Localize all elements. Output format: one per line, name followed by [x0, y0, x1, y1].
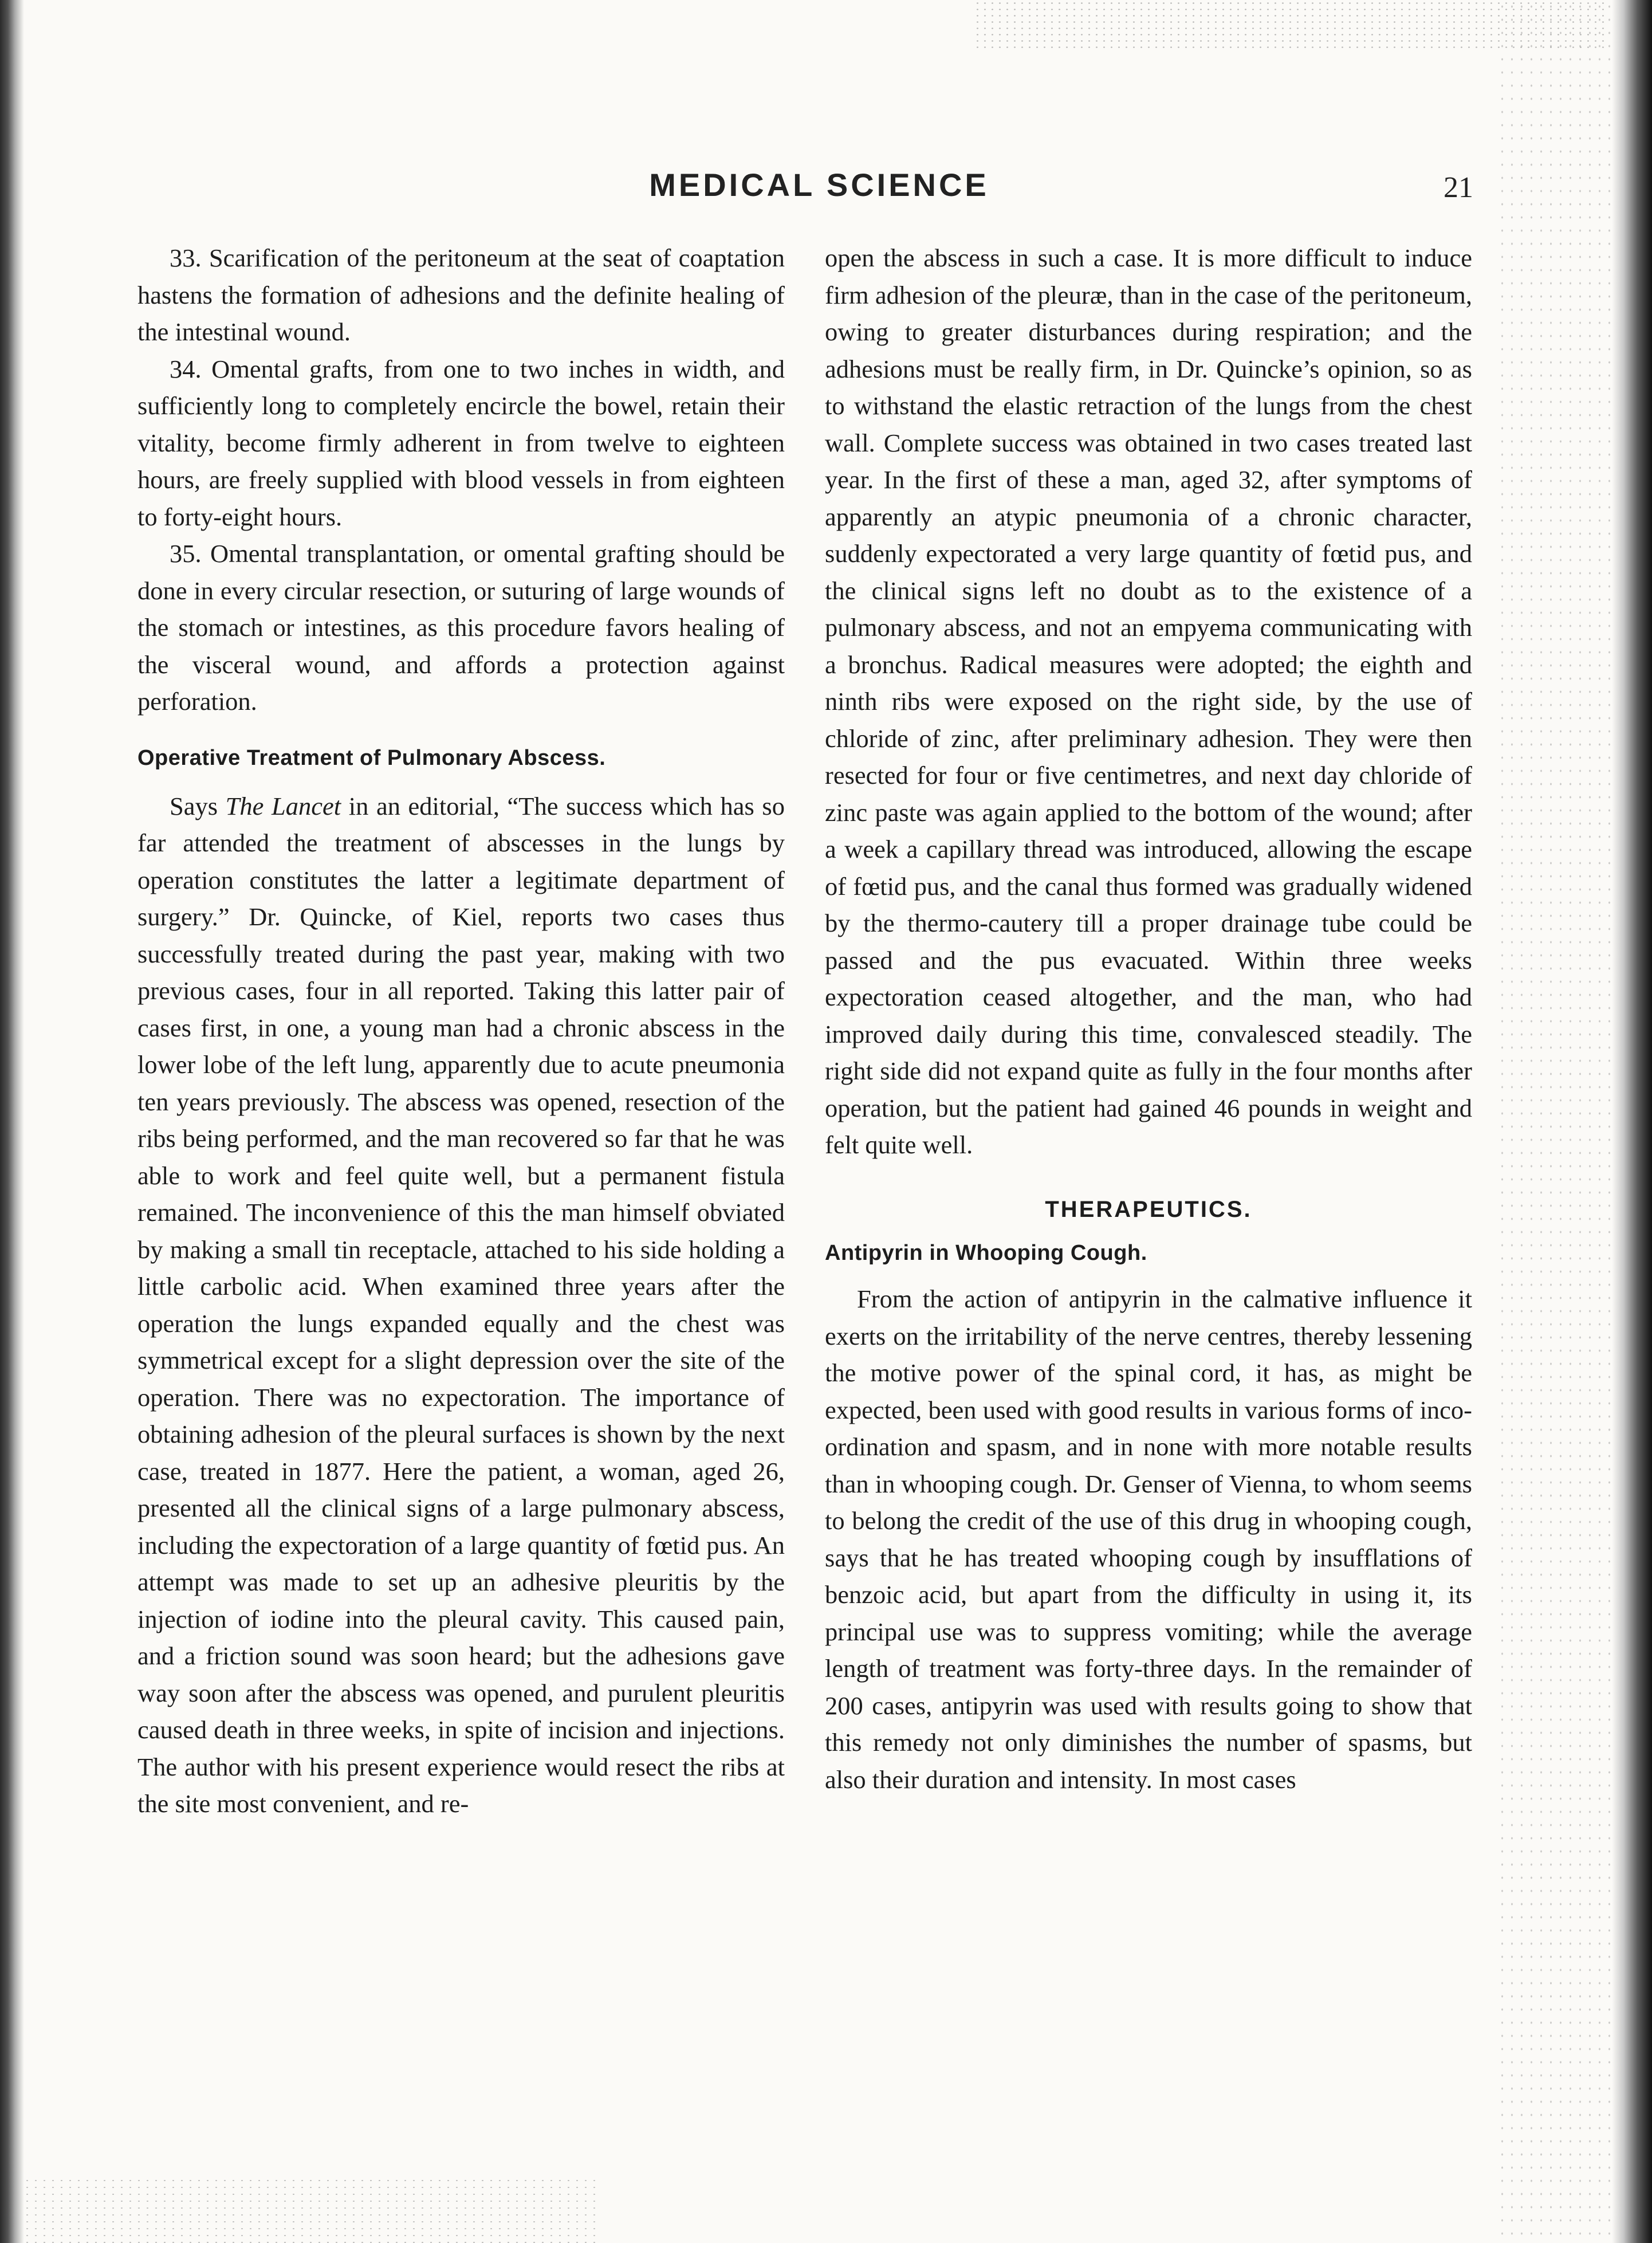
journal-title: The Lancet — [225, 791, 341, 820]
scan-noise-top — [974, 0, 1604, 52]
scan-noise-right — [1497, 0, 1612, 2243]
paragraph-continuation: open the abscess in such a case. It is more difficult to induce firm adhesion of the pleuræ, than in the case of the peritoneum, owing to greater disturbances during respiration; and the adhesions must be really firm, in Dr. Quincke’s opinion, so as to withstand the elastic retraction of the lungs from the chest wall. Complete success was obtained in two cases treated last year. In the first of these a man, aged 32, after symptoms of apparently an atypic pneumonia of a chronic character, suddenly expectorated a very large quantity of fœtid pus, and the clinical signs left no doubt as to the existence of a pulmonary abscess, and not an empyema communicating with a bronchus. Radical measures were adopted; the eighth and ninth ribs were exposed on the right side, by the use of chloride of zinc, after preliminary adhesion. They were then resected for four or five centimetres, and next day chloride of zinc paste was again applied to the bottom of the wound; after a week a capillary thread was introduced, allowing the escape of fœtid pus, and the canal thus formed was gradually widened by the thermo-cautery till a proper drainage tube could be passed and the pus evacuated. Within three weeks expectoration ceased altogether, and the man, who had improved daily during this time, convalesced steadily. The right side did not expand quite as fully in the four months after operation, but the patient had gained 46 pounds in weight and felt quite well. — [825, 243, 1472, 1159]
page-number: 21 — [1443, 171, 1473, 204]
says-text: Says — [170, 791, 226, 820]
paragraph-34: 34. Omental grafts, from one to two inches in width, and sufficiently long to completely encircle the bowel, retain their vitality, become firmly adherent in from twelve to eighteen hours, are freely supplied with blood vessels in from eighteen to forty-eight hours. — [137, 354, 785, 531]
section-head-therapeutics: THERAPEUTICS. — [1045, 1196, 1252, 1222]
subhead-antipyrin: Antipyrin in Whooping Cough. — [825, 1241, 1147, 1265]
right-column — [825, 239, 1472, 1798]
scan-edge-left — [0, 0, 24, 2243]
left-column — [137, 239, 785, 1822]
running-head: MEDICAL SCIENCE — [649, 167, 989, 203]
abscess-body-text: in an editorial, “The success which has so far attended the treatment of abscesses in the lungs by operation constitutes the latter a legitimate department of surgery.” Dr. Quincke, of Kiel, reports two cases thus successfully treated during the past year, making with two previous cases, four in all reported. Taking this latter pair of cases first, in one, a young man had a chronic abscess in the lower lobe of the left lung, apparently due to acute pneumonia ten years previously. The abscess was opened, resection of the ribs being performed, and the man recovered so far that he was able to work and feel quite well, but a permanent fistula remained. The inconvenience of this the man himself obviated by making a small tin receptacle, attached to his side holding a little carbolic acid. When examined three years after the operation the lungs expanded equally and the chest was symmetrical except for a slight depression over the site of the operation. There was no expectoration. The importance of obtaining adhesion of the pleural surfaces is shown by the next case, treated in 1877. Here the patient, a woman, aged 26, presented all the clinical signs of a large pulmonary abscess, including the expectoration of a large quantity of fœtid pus. An attempt was made to set up an adhesive pleuritis by the injection of iodine into the pleural cavity. This caused pain, and a friction sound was soon heard; but the adhesions gave way soon after the abscess was opened, and purulent pleuritis caused death in three weeks, in spite of incision and injections. The author with his present experience would resect the ribs at the site most convenient, and re- — [137, 791, 785, 1818]
scan-edge-right — [1612, 0, 1652, 2243]
paragraph-35: 35. Omental transplantation, or omental grafting should be done in every circular resection, or suturing of large wounds of the stomach or intestines, as this procedure favors healing of the visceral wound, and affords a protection against perforation. — [137, 539, 785, 716]
paragraph-pulmonary-abscess — [137, 788, 785, 1822]
paragraph-antipyrin: From the action of antipyrin in the calmative influence it exerts on the irritability of the nerve centres, thereby lessening the motive power of the spinal cord, it has, as might be expected, been used with good results in various forms of inco-ordination and spasm, and in none with more notable results than in whooping cough. Dr. Genser of Vienna, to whom seems to belong the credit of the use of this drug in whooping cough, says that he has treated whooping cough by insufflations of benzoic acid, but apart from the difficulty in using it, its principal use was to suppress vomiting; while the average length of treatment was forty-three days. In the remainder of 200 cases, antipyrin was used with results going to show that this remedy not only diminishes the number of spasms, but also their duration and intensity. In most cases — [825, 1284, 1472, 1794]
subhead-pulmonary-abscess: Operative Treatment of Pulmonary Abscess. — [137, 745, 606, 770]
paragraph-33: 33. Scarification of the peritoneum at the seat of coaptation hastens the formation of adhesions and the definite healing of the intestinal wound. — [137, 243, 785, 346]
scan-noise-bottom — [23, 2177, 596, 2243]
